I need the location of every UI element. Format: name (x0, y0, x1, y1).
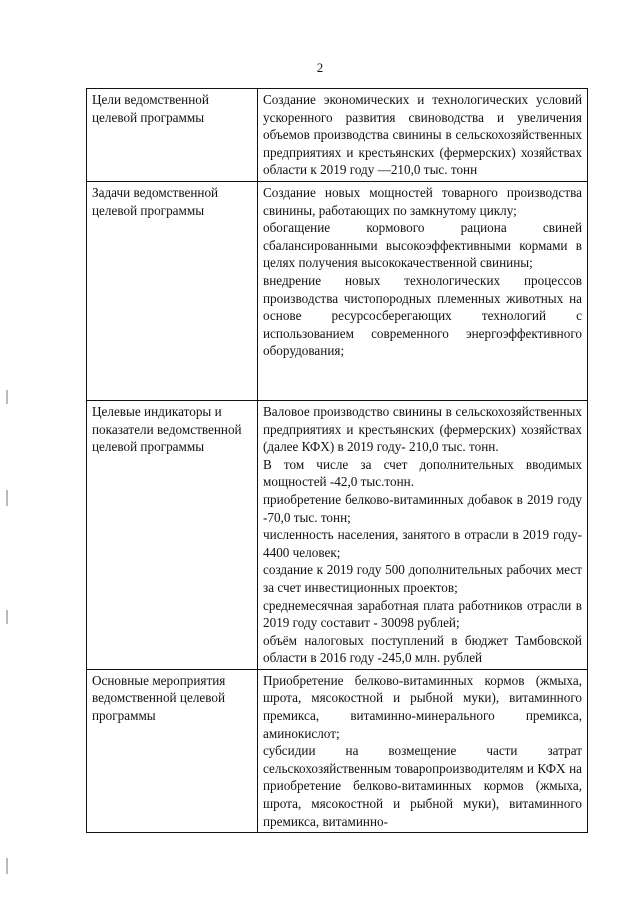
row-label-tasks (87, 181, 258, 400)
row-label-text: Задачи ведомственной целевой программы (92, 184, 219, 218)
row-label-text: Целевые индикаторы и показатели ведомственной целевой программы (92, 403, 242, 455)
scan-artifact (6, 610, 8, 624)
page-number: 2 (316, 60, 324, 75)
content-paragraph: обогащение кормового рациона свиней сбалансированными высокоэффективными кормами в целях получения высококачественной свинины; (263, 220, 582, 271)
content-paragraph: приобретение белково-витаминных добавок в 2019 году -70,0 тыс. тонн; (263, 491, 582, 525)
content-paragraph: Валовое производство свинины в сельскохозяйственных предприятиях и крестьянских (фермерских) хозяйствах (далее КФХ) в 2019 году- 210,0 тыс. тонн. (263, 403, 582, 455)
row-label-activities (87, 669, 258, 832)
table-row-tasks (87, 181, 588, 400)
row-content-indicators (258, 400, 588, 669)
scan-artifact (6, 858, 8, 874)
table-row-indicators (87, 400, 588, 669)
content-paragraph: создание к 2019 году 500 дополнительных рабочих мест за счет инвестиционных проектов; (263, 562, 582, 595)
content-paragraph: субсидии на возмещение части затрат сельскохозяйственным товаропроизводителям и КФХ на приобретение белково-витаминных кормов (жмыха, шрота, мясокостной и рыбной муки), витаминного премикса, витаминно- (263, 743, 582, 829)
row-label-text: Цели ведомственной целевой программы (92, 92, 209, 125)
content-paragraph: Создание новых мощностей товарного производства свинины, работающих по замкнутому циклу; (263, 184, 582, 218)
row-content-goals (258, 89, 588, 182)
content-paragraph: численность населения, занятого в отрасли в 2019 году- 4400 человек; (263, 527, 582, 560)
content-paragraph: Приобретение белково-витаминных кормов (жмыха, шрота, мясокостной и рыбной муки), витаминного премикса, витаминно-минерального премикса, аминокислот; (263, 672, 582, 741)
scan-artifact (6, 490, 8, 506)
content-paragraph: В том числе за счет дополнительных вводимых мощностей -42,0 тыс.тонн. (263, 456, 582, 490)
content-paragraph: внедрение новых технологических процессов производства чистопородных племенных животных на основе ресурсосберегающих технологий с использованием современного энергоэффективного оборудования; (263, 272, 582, 359)
row-content-tasks (258, 181, 588, 400)
content-paragraph: объём налоговых поступлений в бюджет Тамбовской области в 2016 году -245,0 млн. рублей (263, 632, 582, 666)
scan-artifact (6, 390, 8, 404)
content-paragraph: Создание экономических и технологических условий ускоренного развития свиноводства и увеличения объемов производства свинины в сельскохозяйственных предприятиях и крестьянских (фермерских) хозяйствах области к 2019 году —210,0 тыс. тонн (263, 92, 582, 178)
table-row-activities (87, 669, 588, 832)
row-label-indicators (87, 400, 258, 669)
row-label-goals (87, 89, 258, 182)
row-content-activities (258, 669, 588, 832)
row-label-text: Основные мероприятия ведомственной целевой программы (92, 672, 226, 724)
program-passport-table (86, 88, 588, 833)
content-paragraph: среднемесячная заработная плата работников отрасли в 2019 году составит - 30098 рублей; (263, 597, 582, 631)
table-row-goals (87, 89, 588, 182)
